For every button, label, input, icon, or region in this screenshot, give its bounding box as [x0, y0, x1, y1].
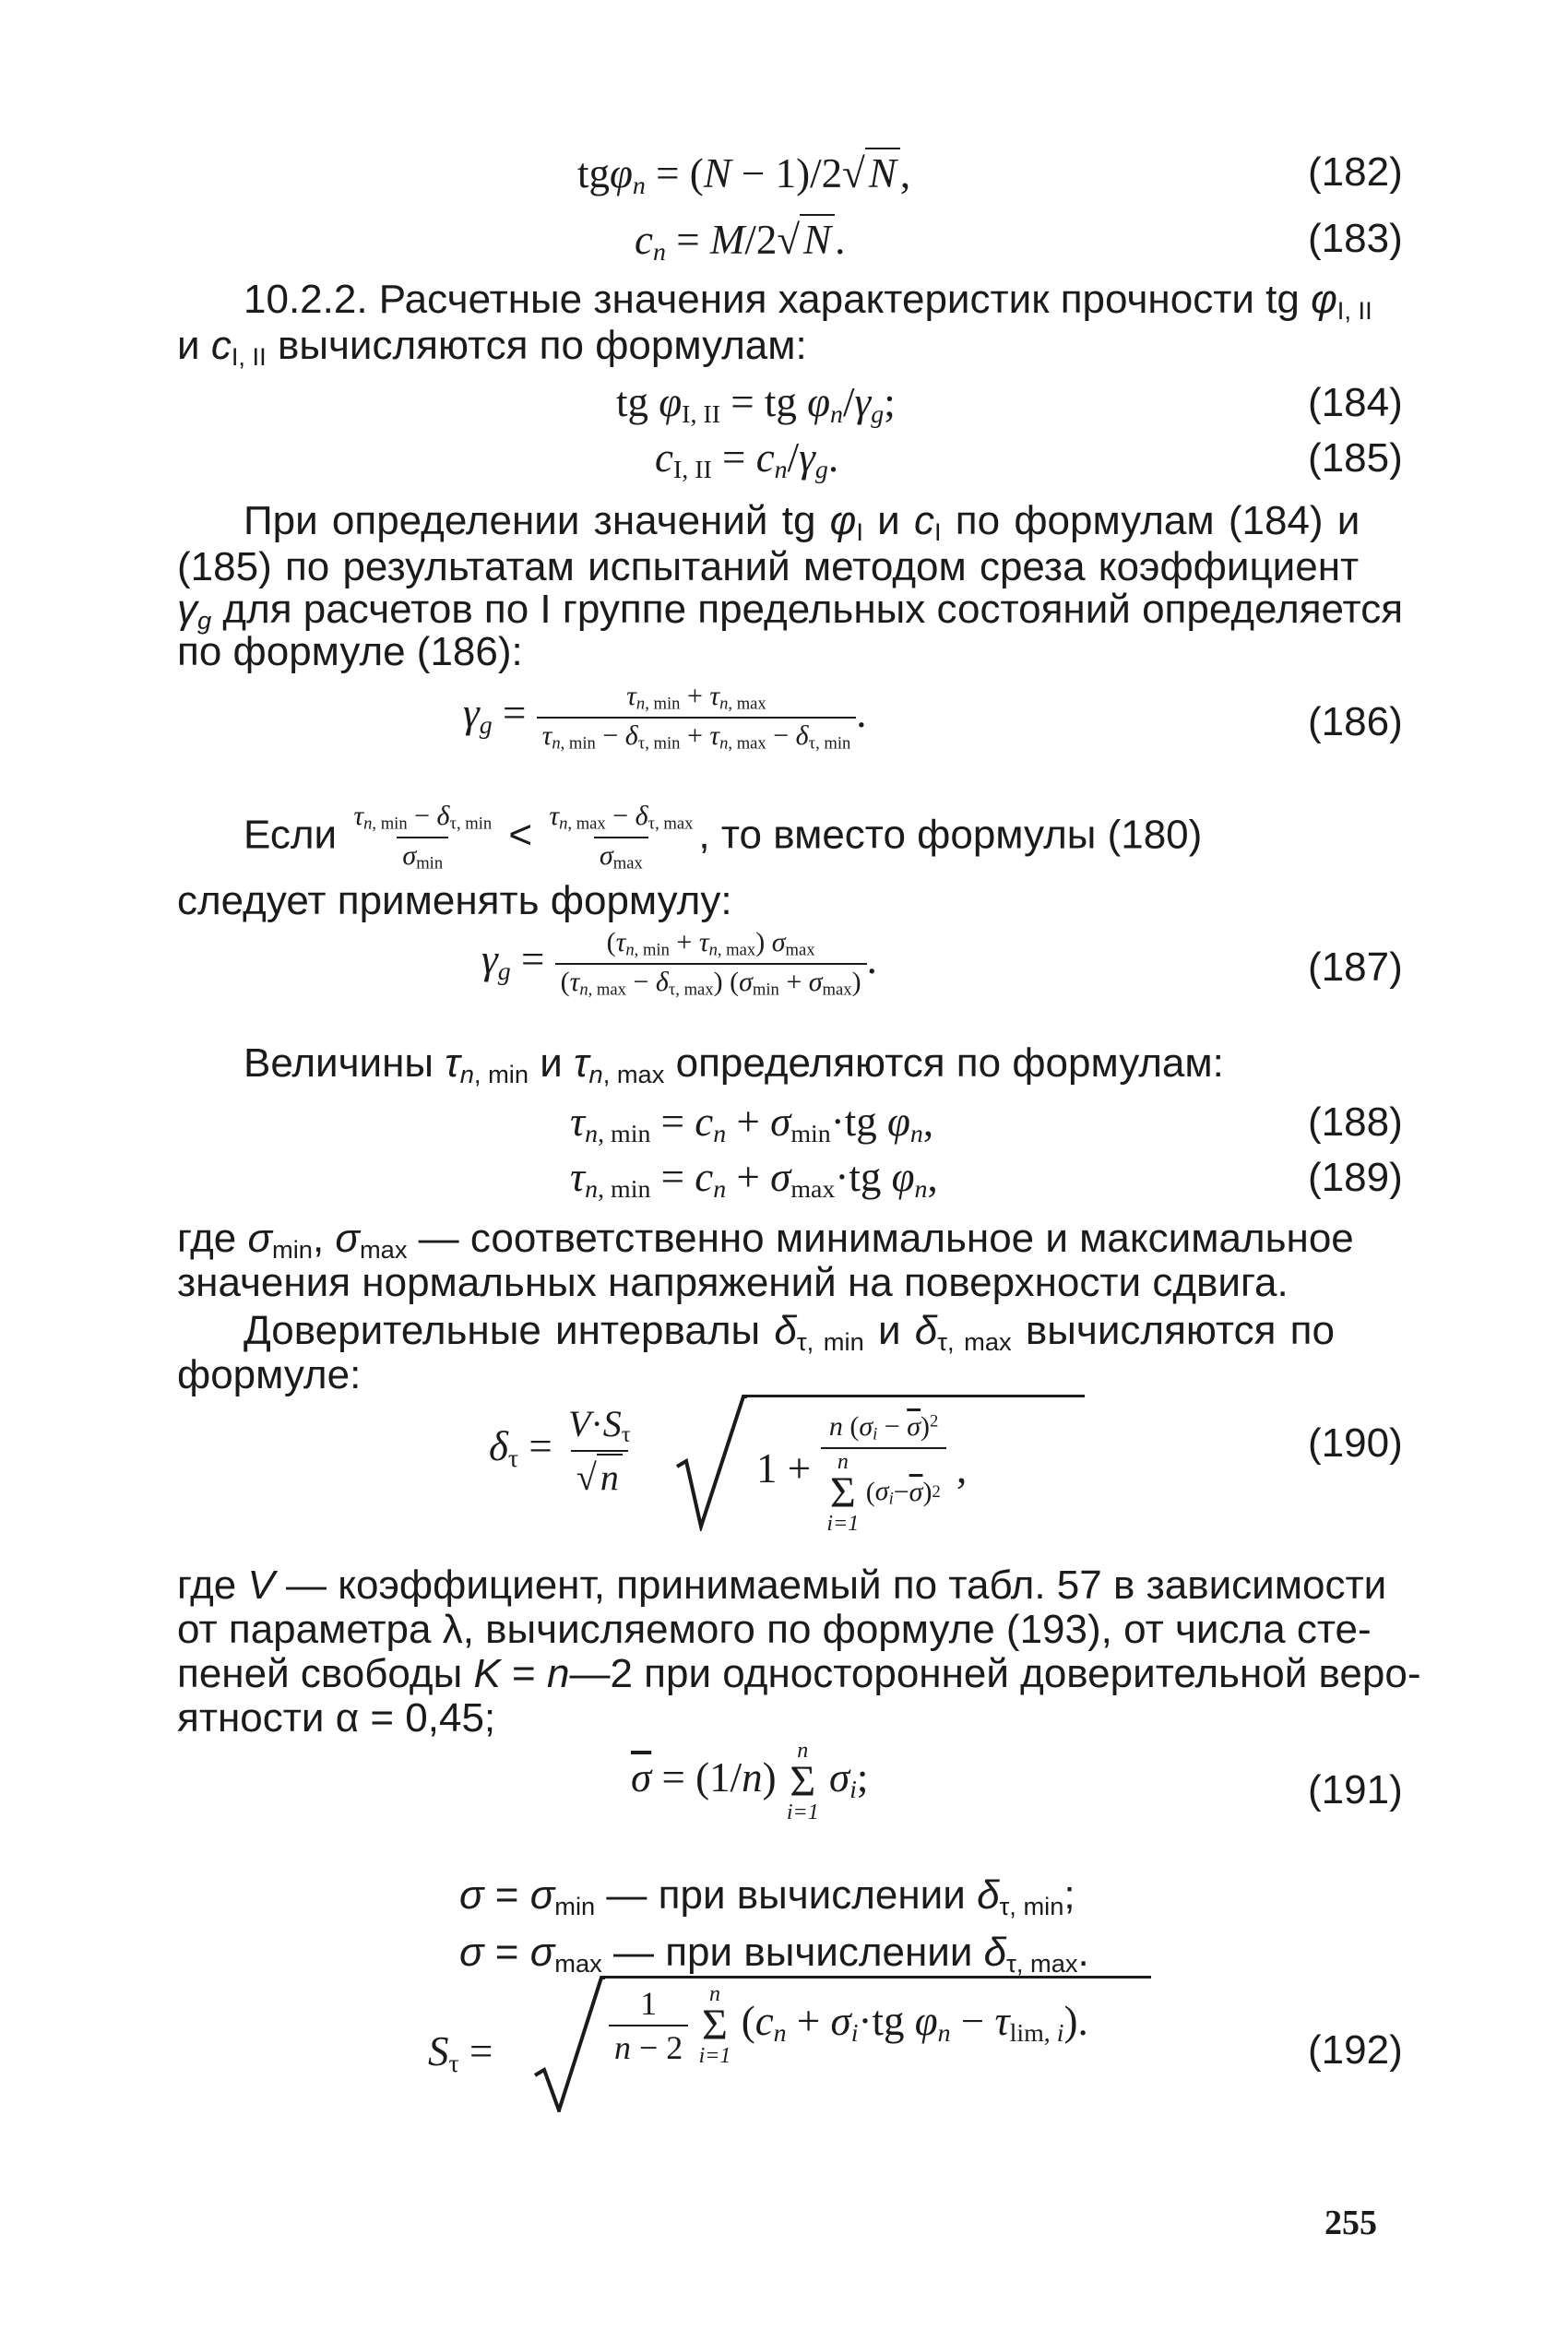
paragraph-line: При определении значений tg $\varphi_I$ и $c_I$ по формулам (184) и — [244, 498, 1360, 546]
formula-183: $c_n = M/2√N$. — [635, 214, 845, 267]
paragraph-line: $\gamma_g$ для расчетов по I группе предельных состояний определяется — [177, 587, 1404, 635]
formula-192-radicand: $\frac{1}{n - 2}$ n Σ i=1 ($c_n + \sigma_i\cdot tg$ $\varphi_n - \tau_{lim, i}$). — [609, 1983, 1088, 2067]
paragraph-line: ятности α = 0,45; — [177, 1695, 496, 1741]
sqrt-symbol: √ — [842, 150, 865, 196]
sum-symbol: n Σ i=1 — [786, 1739, 819, 1825]
paragraph-line: формуле: — [177, 1352, 362, 1397]
paragraph-line: 10.2.2. Расчетные значения характеристик прочности tg $\varphi_{I, II}$ — [244, 277, 1372, 325]
equation-number: (187) — [1308, 945, 1403, 990]
paragraph-line: от параметра λ, вычисляемого по формуле (193), от числа сте- — [177, 1607, 1372, 1652]
formula-188: $\tau_{n, min} = c_n + \sigma_{min}\cdot tg$ $\varphi_n$, — [570, 1099, 934, 1148]
paragraph-line: Доверительные интервалы $\delta_{\tau, min}$ и $\delta_{\tau, max}$ вычисляются по — [244, 1308, 1335, 1356]
radical-sign — [673, 1393, 747, 1531]
paragraph-line: где V — коэффициент, принимаемый по табл. 57 в зависимости — [177, 1563, 1387, 1608]
page-number: 255 — [1324, 2204, 1377, 2242]
formula-186: $\gamma_g$ = $\frac{\tau_{n, min} + \tau_{n, max}}{\tau_{n, min} - \delta_{\tau, min} + \tau_{n, max} - \delta_{\tau, min}}$ . — [463, 681, 867, 754]
equation-number: (185) — [1308, 435, 1403, 481]
equation-number: (186) — [1308, 699, 1403, 744]
equation-number: (192) — [1308, 2027, 1403, 2073]
sum-symbol: n Σ i=1 — [826, 1449, 860, 1536]
equation-number: (183) — [1308, 216, 1403, 261]
equation-number: (182) — [1308, 149, 1403, 195]
paragraph-line: значения нормальных напряжений на поверхности сдвига. — [177, 1260, 1289, 1305]
paragraph-line: Величины $\tau_{n, min}$ и $\tau_{n, max}$ определяются по формулам: — [244, 1040, 1224, 1088]
formula-190: $\delta_\tau$ = $\frac{V\cdot S_\tau}{√ n}$ — [489, 1403, 631, 1499]
equation-number: (184) — [1308, 380, 1403, 425]
equation-number: (190) — [1308, 1420, 1403, 1466]
formula-190-radicand: 1 + n $(\sigma_i - \overline{\sigma})^2$ n Σ i=1 ( $\sigma_i$ − $\overline{\sigma}$ ) 2 , — [756, 1411, 968, 1536]
sqrt-symbol: √ — [777, 217, 801, 263]
radical-overline — [601, 1976, 1151, 1979]
paragraph-line: следует применять формулу: — [177, 878, 732, 923]
radical-sign — [531, 1974, 605, 2112]
paragraph-line: где $\sigma_{min}$, $\sigma_{max}$ — соответственно минимальное и максимальное — [177, 1216, 1354, 1264]
formula-182: tgφ$_n$ = (N − 1)/2√N, — [577, 148, 910, 201]
paragraph-line: и $c_{I, II}$ вычисляются по формулам: — [177, 323, 807, 371]
equation-number: (188) — [1308, 1099, 1403, 1145]
formula-189: $\tau_{n, min} = c_n + \sigma_{max}\cdot tg$ $\varphi_n$, — [570, 1154, 938, 1204]
paragraph-line: $\sigma = \sigma_{max}$ — при вычислении $\delta_{\tau, max}$. — [459, 1930, 1089, 1978]
paragraph-line: Если $\frac{\tau_{n, min} - \delta_{\tau, min}}{\sigma_{min}}$ < $\frac{\tau_{n, max} - \delta_{\tau, max}}{\sigma_{max}}$ , то вместо формулы (180) — [244, 801, 1203, 873]
equation-number: (189) — [1308, 1155, 1403, 1200]
paragraph-line: пеней свободы K = n—2 при односторонней доверительной веро- — [177, 1651, 1421, 1696]
paragraph-line: $\sigma = \sigma_{min}$ — при вычислении $\delta_{\tau, min}$; — [459, 1872, 1075, 1920]
formula-184: tg $\varphi_{I, II}$ = tg $\varphi_n/\gamma_g$; — [616, 379, 896, 429]
formula-192: $S_\tau$ = — [428, 2028, 493, 2078]
formula-187: $\gamma_g$ = $\frac{(\tau_{n, min} + \tau_{n, max}) \sigma_{max}}{(\tau_{n, max} - \delta_{\tau, max}) (\sigma_{min} + \sigma_{max})}$ . — [481, 927, 877, 1000]
formula-191: $\overline{\sigma} = (1/n)$ n Σ i=1 $\sigma_i$; — [631, 1739, 869, 1825]
paragraph-line: по формуле (186): — [177, 629, 523, 674]
sum-symbol: n Σ i=1 — [698, 1982, 731, 2069]
formula-185: $c_{I, II} = c_n/\gamma_g$. — [655, 434, 839, 484]
equation-number: (191) — [1308, 1767, 1403, 1812]
paragraph-line: (185) по результатам испытаний методом среза коэффициент — [177, 544, 1360, 589]
radical-overline — [743, 1395, 1085, 1397]
